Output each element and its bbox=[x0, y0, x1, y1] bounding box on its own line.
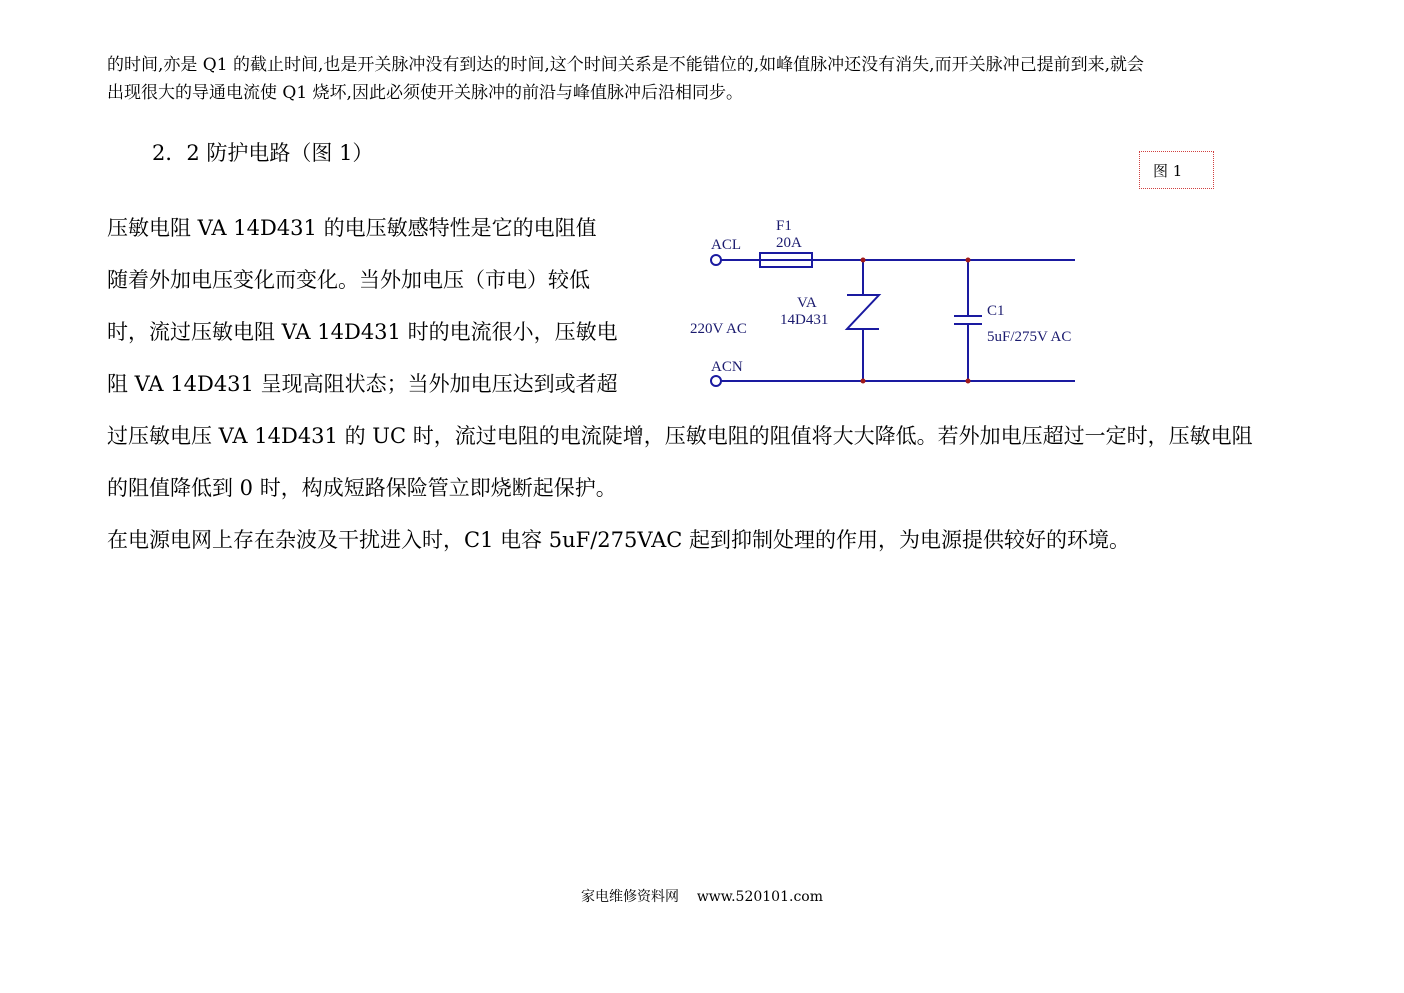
terminal-acn bbox=[711, 376, 721, 386]
junction-node bbox=[861, 379, 866, 384]
body-line-1: 压敏电阻 VA 14D431 的电压敏感特性是它的电阻值 bbox=[107, 216, 597, 240]
paragraph-continued-line-1: 的时间,亦是 Q1 的截止时间,也是开关脉冲没有到达的时间,这个时间关系是不能错位的,如峰值脉冲还没有消失,而开关脉冲己提前到来,就会 bbox=[107, 55, 1144, 75]
junction-node bbox=[861, 258, 866, 263]
varistor-symbol bbox=[847, 295, 879, 329]
page-footer bbox=[0, 890, 1404, 904]
footer-url[interactable]: www.520101.com bbox=[696, 889, 823, 905]
label-acl: ACL bbox=[711, 237, 741, 253]
body-line-3: 时，流过压敏电阻 VA 14D431 时的电流很小，压敏电 bbox=[107, 320, 618, 344]
label-input-voltage: 220V AC bbox=[690, 321, 747, 337]
paragraph-continued-line-2: 出现很大的导通电流使 Q1 烧坏,因此必须使开关脉冲的前沿与峰值脉冲后沿相同步。 bbox=[107, 83, 743, 103]
body-line-4: 阻 VA 14D431 呈现高阻状态；当外加电压达到或者超 bbox=[107, 372, 618, 396]
label-fuse-value: 20A bbox=[776, 235, 802, 251]
body-line-7: 在电源电网上存在杂波及干扰进入时，C1 电容 5uF/275VAC 起到抑制处理的作用，为电源提供较好的环境。 bbox=[107, 528, 1131, 552]
label-capacitor-value: 5uF/275V AC bbox=[987, 329, 1072, 345]
label-fuse-ref: F1 bbox=[776, 218, 792, 234]
label-varistor-value: 14D431 bbox=[780, 312, 829, 328]
label-capacitor-ref: C1 bbox=[987, 303, 1005, 319]
section-heading: 2．2 防护电路（图 1） bbox=[152, 141, 374, 165]
junction-node bbox=[966, 379, 971, 384]
figure-label-box bbox=[1139, 151, 1214, 189]
label-varistor-ref: VA bbox=[797, 295, 817, 311]
body-line-6: 的阻值降低到 0 时，构成短路保险管立即烧断起保护。 bbox=[107, 476, 617, 500]
footer-site-name: 家电维修资料网 bbox=[581, 889, 679, 905]
figure-label: 图 1 bbox=[1153, 162, 1183, 180]
junction-node bbox=[966, 258, 971, 263]
body-line-2: 随着外加电压变化而变化。当外加电压（市电）较低 bbox=[107, 268, 590, 292]
protection-circuit-diagram bbox=[680, 205, 1090, 395]
terminal-acl bbox=[711, 255, 721, 265]
body-line-5: 过压敏电压 VA 14D431 的 UC 时，流过电阻的电流陡增，压敏电阻的阻值将大大降低。若外加电压超过一定时，压敏电阻 bbox=[107, 424, 1253, 448]
label-acn: ACN bbox=[711, 359, 743, 375]
